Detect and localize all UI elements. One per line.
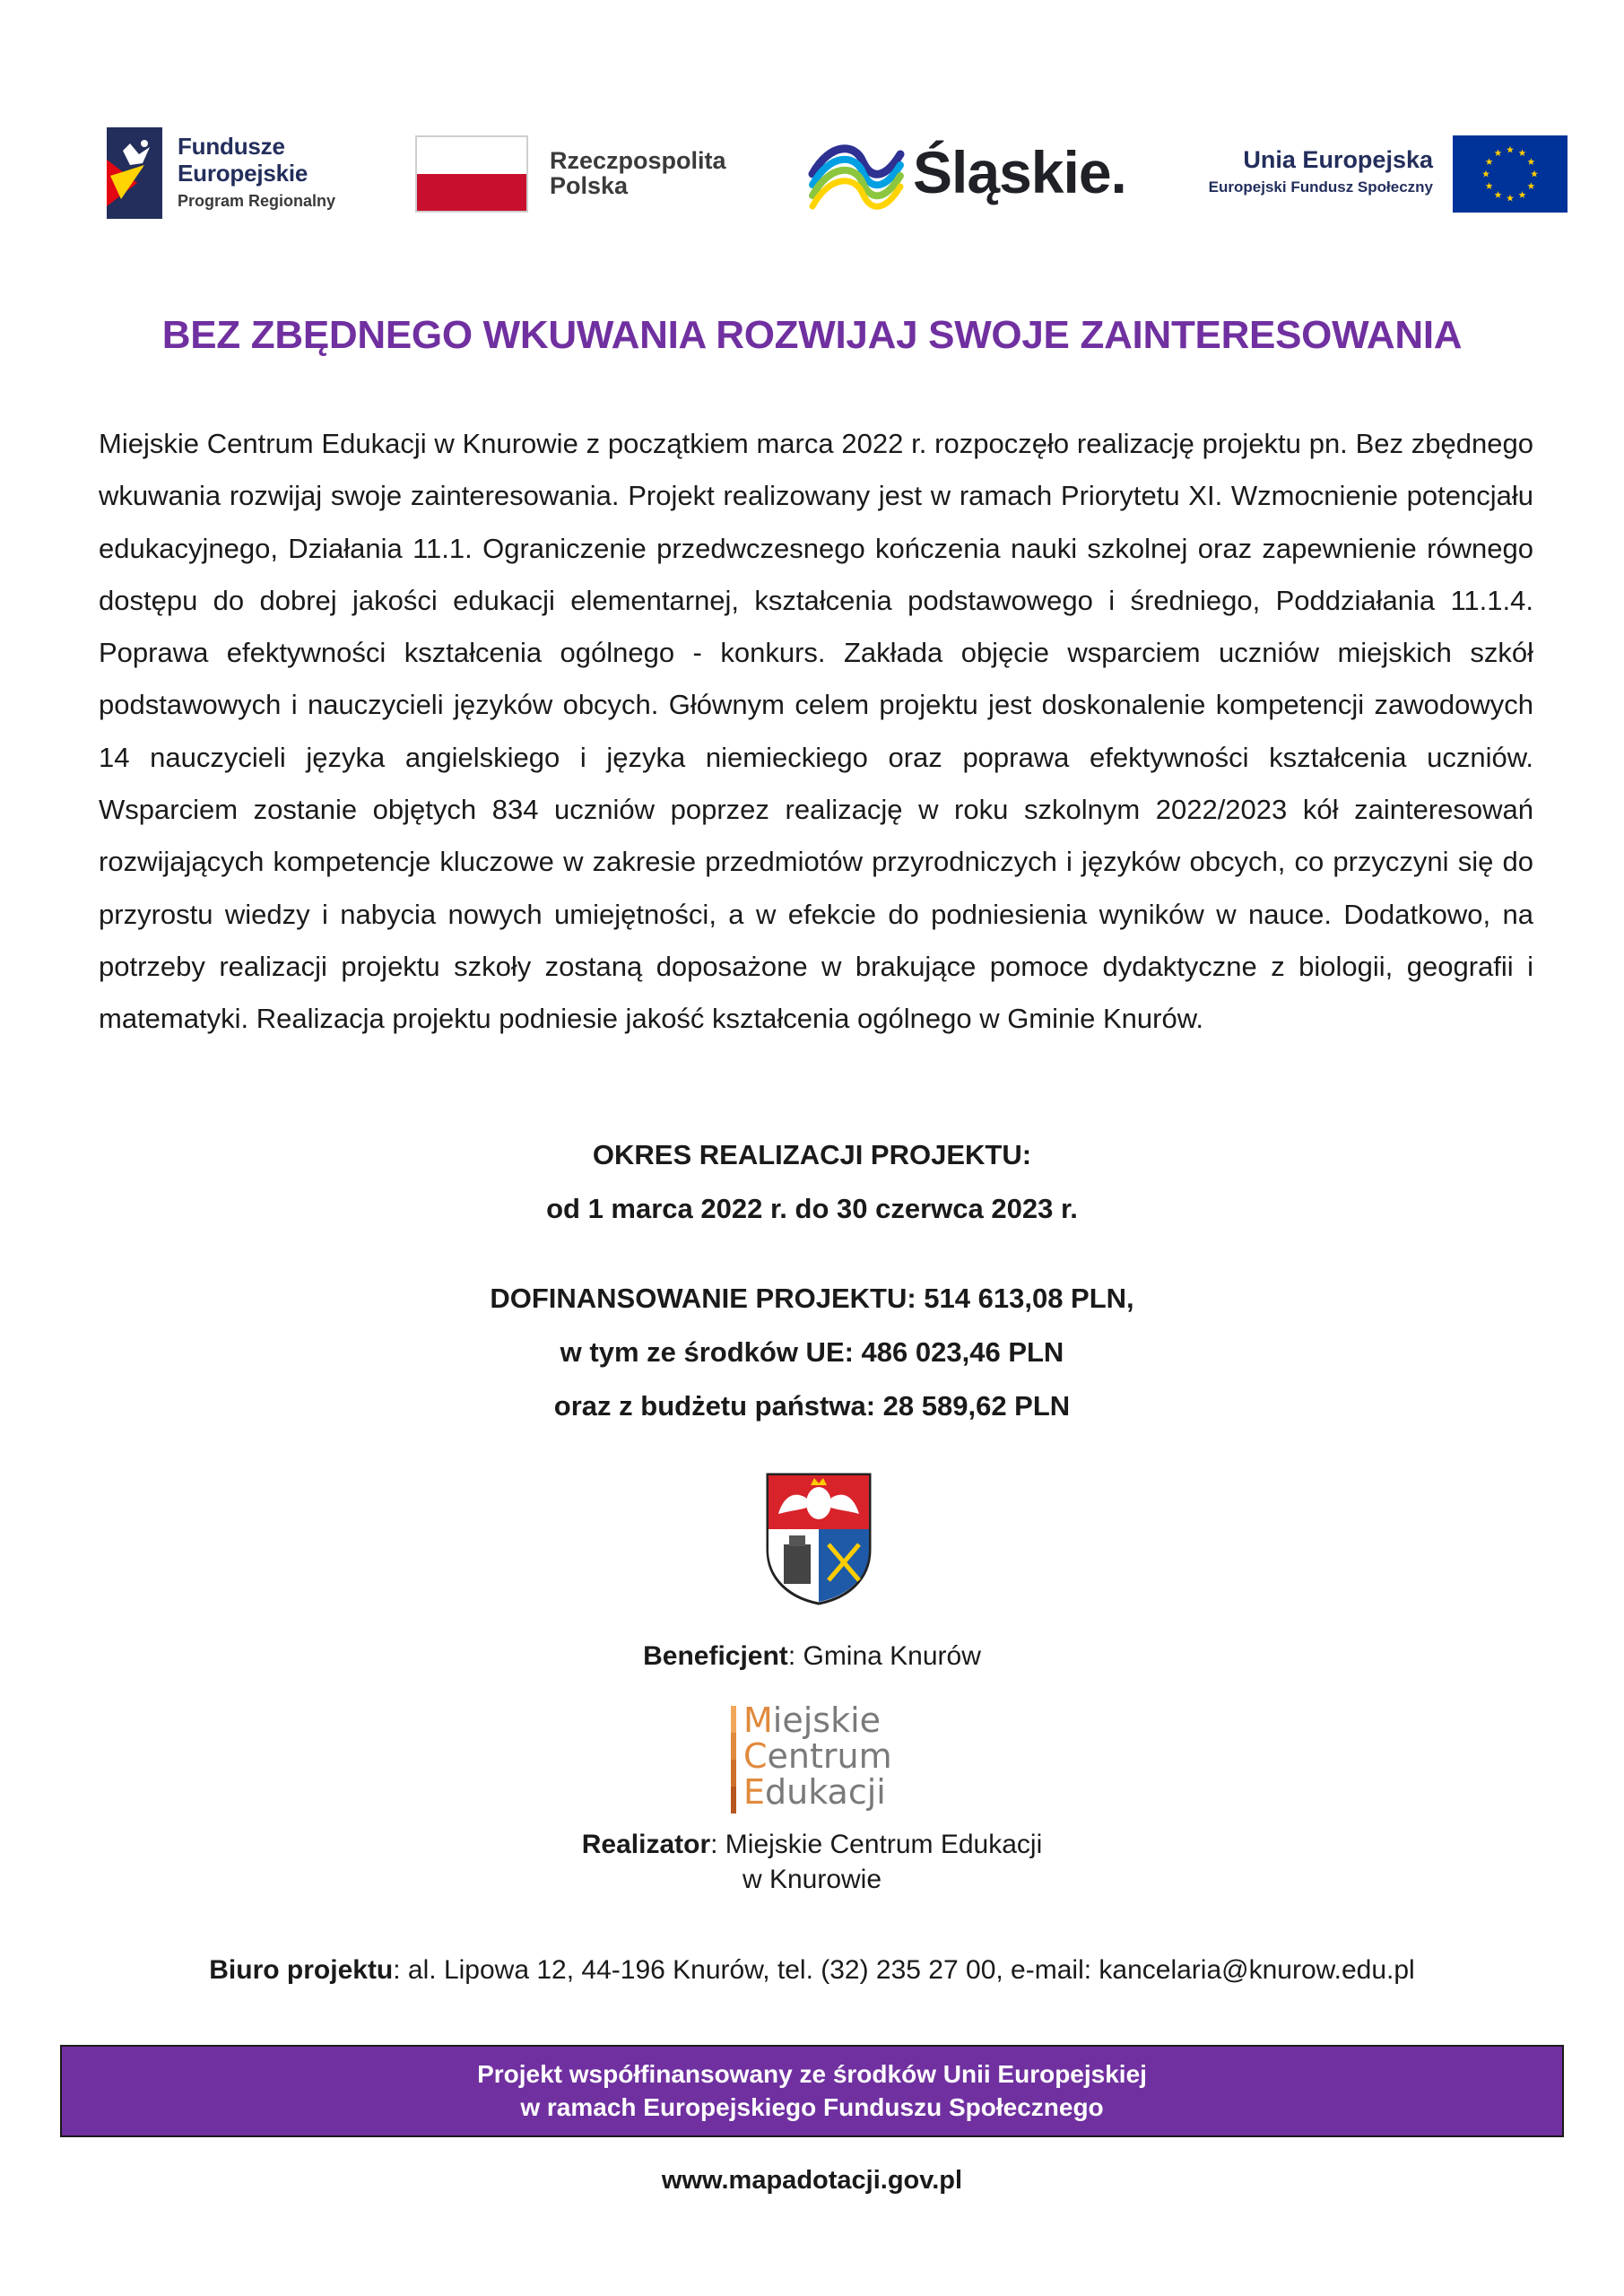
slaskie-logo xyxy=(807,133,1130,219)
rzeczpospolita-polska-logo xyxy=(415,135,747,213)
banner-line-2: w ramach Europejskiego Funduszu Społecznego xyxy=(520,2093,1104,2121)
period-dates: od 1 marca 2022 r. do 30 czerwca 2023 r. xyxy=(546,1193,1078,1224)
program-regionalny-label: Program Regionalny xyxy=(178,192,336,210)
project-period xyxy=(0,1128,1624,1236)
unia-europejska-label: Unia Europejska xyxy=(1243,146,1433,173)
unia-europejska-logo xyxy=(1191,135,1568,214)
mce-line-1: Miejskie xyxy=(743,1700,881,1740)
polska-label: Polska xyxy=(550,172,629,200)
slaskie-waves-icon xyxy=(807,135,906,217)
page-title: BEZ ZBĘDNEGO WKUWANIA ROZWIJAJ SWOJE ZAINTERESOWANIA xyxy=(161,313,1463,357)
mce-logo xyxy=(731,1702,910,1817)
banner-line-1: Projekt współfinansowany ze środków Unii Europejskiej xyxy=(477,2060,1147,2088)
funding-eu: w tym ze środków UE: 486 023,46 PLN xyxy=(560,1336,1064,1368)
beneficiary-value: : Gmina Knurów xyxy=(787,1641,981,1671)
beneficiary-label: Beneficjent xyxy=(643,1641,788,1671)
funding-total: DOFINANSOWANIE PROJEKTU: 514 613,08 PLN, xyxy=(490,1283,1134,1314)
office-label: Biuro projektu xyxy=(209,1955,394,1985)
office-value: : al. Lipowa 12, 44-196 Knurów, tel. (32) 235 27 00, e-mail: kancelaria@knurow.edu.pl xyxy=(393,1955,1415,1985)
cofinancing-banner xyxy=(60,2045,1564,2137)
website-link[interactable]: www.mapadotacji.gov.pl xyxy=(661,2166,963,2195)
funding-state: oraz z budżetu państwa: 28 589,62 PLN xyxy=(553,1390,1071,1422)
fundusze-europejskie-logo xyxy=(103,124,345,224)
beneficiary-line xyxy=(0,1641,1624,1672)
implementer-value-2: w Knurowie xyxy=(742,1865,882,1894)
implementer-label: Realizator xyxy=(581,1830,711,1859)
mce-color-bar-icon xyxy=(731,1706,736,1813)
project-description: Miejskie Centrum Edukacji w Knurowie z początkiem marca 2022 r. rozpoczęło realizację projektu pn. Bez zbędnego wkuwania rozwijaj swoje zainteresowania. Projekt realizowany jest w ramach Priorytetu XI. Wzmocnienie potencjału edukacyjnego, Działania 11.1. Ograniczenie przedwczesnego kończenia nauki szkolnej oraz zapewnienie równego dostępu do dobrej jakości edukacji elementarnej, kształcenia podstawowego i średniego, Poddziałania 11.1.4. Poprawa efektywności kształcenia ogólnego - konkurs. Zakłada objęcie wsparciem uczniów miejskich szkół podstawowych i nauczycieli języków obcych. Głównym celem projektu jest doskonalenie kompetencji zawodowych 14 nauczycieli języka angielskiego i języka niemieckiego oraz poprawa efektywności kształcenia uczniów. Wsparciem zostanie objętych 834 uczniów poprzez realizację w roku szkolnym 2022/2023 kół zainteresowań rozwijających kompetencje kluczowe w zakresie przedmiotów przyrodniczych i języków obcych, co przyczyni się do przyrostu wiedzy i nabycia nowych umiejętności, a w efekcie do podniesienia wyników w nauce. Dodatkowo, na potrzeby realizacji projektu szkoły zostaną doposażone w brakujące pomoce dydaktyczne z biologii, geografii i matematyki. Realizacja projektu podniesie jakość kształcenia ogólnego w Gminie Knurów. xyxy=(99,428,1533,1035)
project-funding xyxy=(0,1272,1624,1433)
rzeczpospolita-label: Rzeczpospolita xyxy=(550,147,726,174)
fundusze-title: Fundusze xyxy=(178,133,285,160)
polish-flag-icon xyxy=(415,135,528,213)
period-heading: OKRES REALIZACJI PROJEKTU: xyxy=(592,1139,1032,1170)
europejskie-title: Europejskie xyxy=(178,160,308,187)
implementer-line xyxy=(0,1827,1624,1897)
knurow-coat-of-arms-icon xyxy=(764,1471,873,1605)
efs-label: Europejski Fundusz Społeczny xyxy=(1208,178,1433,196)
fundusze-europejskie-emblem-icon xyxy=(103,124,166,222)
mce-line-2: Centrum xyxy=(743,1736,892,1776)
implementer-value: : Miejskie Centrum Edukacji xyxy=(710,1830,1043,1859)
mce-line-3: Edukacji xyxy=(743,1772,886,1812)
office-line xyxy=(0,1955,1624,1986)
slaskie-wordmark: Śląskie. xyxy=(913,139,1126,205)
eu-flag-icon xyxy=(1453,135,1568,213)
